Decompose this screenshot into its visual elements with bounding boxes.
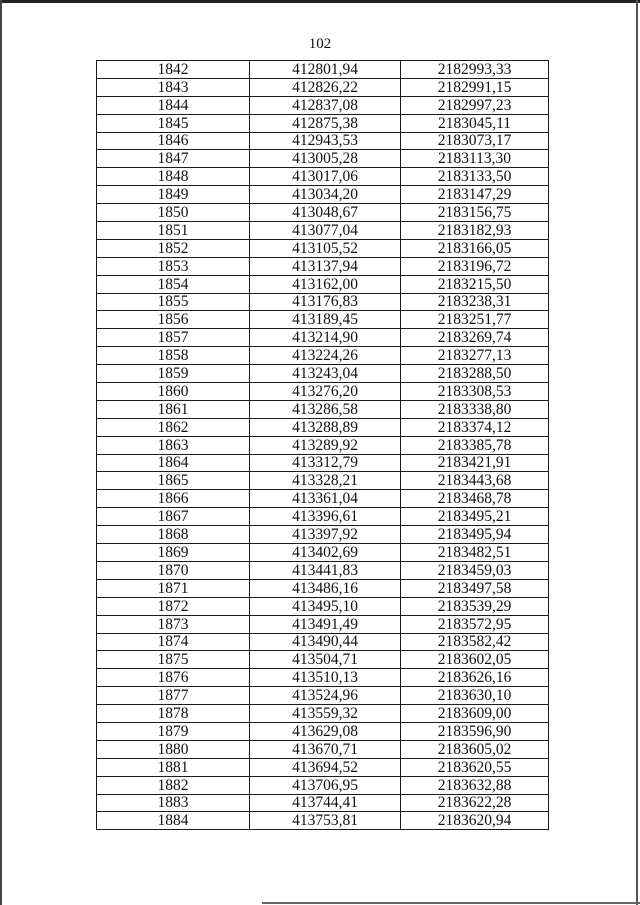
y-coordinate-cell: 2183497,58 [401, 579, 549, 597]
x-coordinate-cell: 413077,04 [250, 222, 401, 240]
point-number-cell: 1876 [97, 669, 250, 687]
y-coordinate-cell: 2183113,30 [401, 150, 549, 168]
table-row [97, 526, 549, 544]
table-row [97, 490, 549, 508]
point-number-cell: 1849 [97, 186, 250, 204]
table-row [97, 740, 549, 758]
point-number-cell: 1869 [97, 544, 250, 562]
y-coordinate-cell: 2183073,17 [401, 132, 549, 150]
table-row [97, 114, 549, 132]
x-coordinate-cell: 413397,92 [250, 526, 401, 544]
y-coordinate-cell: 2183443,68 [401, 472, 549, 490]
y-coordinate-cell: 2183338,80 [401, 400, 549, 418]
table-row [97, 633, 549, 651]
point-number-cell: 1879 [97, 722, 250, 740]
table-row [97, 454, 549, 472]
point-number-cell: 1883 [97, 794, 250, 812]
x-coordinate-cell: 413189,45 [250, 311, 401, 329]
y-coordinate-cell: 2183495,94 [401, 526, 549, 544]
table-row [97, 418, 549, 436]
table-row [97, 78, 549, 96]
point-number-cell: 1865 [97, 472, 250, 490]
x-coordinate-cell: 413312,79 [250, 454, 401, 472]
x-coordinate-cell: 413504,71 [250, 651, 401, 669]
y-coordinate-cell: 2183156,75 [401, 204, 549, 222]
y-coordinate-cell: 2183609,00 [401, 705, 549, 723]
x-coordinate-cell: 413286,58 [250, 400, 401, 418]
table-row [97, 597, 549, 615]
y-coordinate-cell: 2183385,78 [401, 436, 549, 454]
x-coordinate-cell: 413396,61 [250, 508, 401, 526]
point-number-cell: 1878 [97, 705, 250, 723]
table-row [97, 436, 549, 454]
table-row [97, 61, 549, 79]
table-row [97, 508, 549, 526]
x-coordinate-cell: 413162,00 [250, 275, 401, 293]
x-coordinate-cell: 413048,67 [250, 204, 401, 222]
table-row [97, 561, 549, 579]
table-row [97, 758, 549, 776]
point-number-cell: 1842 [97, 61, 250, 79]
table-row [97, 293, 549, 311]
x-coordinate-cell: 412943,53 [250, 132, 401, 150]
table-row [97, 400, 549, 418]
y-coordinate-cell: 2183632,88 [401, 776, 549, 794]
table-row [97, 579, 549, 597]
table-row [97, 812, 549, 830]
coordinates-table-body [97, 61, 549, 830]
point-number-cell: 1845 [97, 114, 250, 132]
y-coordinate-cell: 2183308,53 [401, 383, 549, 401]
x-coordinate-cell: 413289,92 [250, 436, 401, 454]
x-coordinate-cell: 413753,81 [250, 812, 401, 830]
coordinates-table [96, 60, 549, 830]
point-number-cell: 1844 [97, 96, 250, 114]
table-row [97, 651, 549, 669]
x-coordinate-cell: 413224,26 [250, 347, 401, 365]
table-row [97, 544, 549, 562]
x-coordinate-cell: 413176,83 [250, 293, 401, 311]
y-coordinate-cell: 2183269,74 [401, 329, 549, 347]
point-number-cell: 1853 [97, 257, 250, 275]
table-row [97, 275, 549, 293]
point-number-cell: 1843 [97, 78, 250, 96]
y-coordinate-cell: 2183605,02 [401, 740, 549, 758]
x-coordinate-cell: 412801,94 [250, 61, 401, 79]
y-coordinate-cell: 2182997,23 [401, 96, 549, 114]
table-row [97, 472, 549, 490]
y-coordinate-cell: 2183602,05 [401, 651, 549, 669]
x-coordinate-cell: 413402,69 [250, 544, 401, 562]
y-coordinate-cell: 2183620,94 [401, 812, 549, 830]
point-number-cell: 1858 [97, 347, 250, 365]
point-number-cell: 1877 [97, 687, 250, 705]
table-row [97, 669, 549, 687]
point-number-cell: 1859 [97, 365, 250, 383]
y-coordinate-cell: 2183196,72 [401, 257, 549, 275]
x-coordinate-cell: 413361,04 [250, 490, 401, 508]
y-coordinate-cell: 2183182,93 [401, 222, 549, 240]
point-number-cell: 1871 [97, 579, 250, 597]
point-number-cell: 1848 [97, 168, 250, 186]
y-coordinate-cell: 2183147,29 [401, 186, 549, 204]
x-coordinate-cell: 413670,71 [250, 740, 401, 758]
point-number-cell: 1863 [97, 436, 250, 454]
point-number-cell: 1846 [97, 132, 250, 150]
table-row [97, 239, 549, 257]
point-number-cell: 1856 [97, 311, 250, 329]
y-coordinate-cell: 2183374,12 [401, 418, 549, 436]
point-number-cell: 1852 [97, 239, 250, 257]
point-number-cell: 1881 [97, 758, 250, 776]
y-coordinate-cell: 2183421,91 [401, 454, 549, 472]
scan-border-bottom [262, 902, 640, 904]
x-coordinate-cell: 413105,52 [250, 239, 401, 257]
y-coordinate-cell: 2183133,50 [401, 168, 549, 186]
table-row [97, 311, 549, 329]
x-coordinate-cell: 413510,13 [250, 669, 401, 687]
x-coordinate-cell: 413288,89 [250, 418, 401, 436]
table-row [97, 687, 549, 705]
x-coordinate-cell: 413137,94 [250, 257, 401, 275]
y-coordinate-cell: 2183582,42 [401, 633, 549, 651]
x-coordinate-cell: 412875,38 [250, 114, 401, 132]
page-number: 102 [308, 36, 332, 52]
point-number-cell: 1872 [97, 597, 250, 615]
y-coordinate-cell: 2183626,16 [401, 669, 549, 687]
table-row [97, 329, 549, 347]
point-number-cell: 1857 [97, 329, 250, 347]
x-coordinate-cell: 413744,41 [250, 794, 401, 812]
x-coordinate-cell: 413495,10 [250, 597, 401, 615]
table-row [97, 383, 549, 401]
point-number-cell: 1873 [97, 615, 250, 633]
point-number-cell: 1855 [97, 293, 250, 311]
point-number-cell: 1864 [97, 454, 250, 472]
x-coordinate-cell: 413490,44 [250, 633, 401, 651]
y-coordinate-cell: 2183596,90 [401, 722, 549, 740]
point-number-cell: 1854 [97, 275, 250, 293]
point-number-cell: 1860 [97, 383, 250, 401]
x-coordinate-cell: 413694,52 [250, 758, 401, 776]
point-number-cell: 1882 [97, 776, 250, 794]
point-number-cell: 1851 [97, 222, 250, 240]
x-coordinate-cell: 413441,83 [250, 561, 401, 579]
table-row [97, 257, 549, 275]
x-coordinate-cell: 413706,95 [250, 776, 401, 794]
table-row [97, 186, 549, 204]
x-coordinate-cell: 413559,32 [250, 705, 401, 723]
table-row [97, 222, 549, 240]
y-coordinate-cell: 2182991,15 [401, 78, 549, 96]
point-number-cell: 1867 [97, 508, 250, 526]
scan-border-top [0, 0, 640, 3]
y-coordinate-cell: 2183459,03 [401, 561, 549, 579]
table-row [97, 347, 549, 365]
x-coordinate-cell: 413524,96 [250, 687, 401, 705]
x-coordinate-cell: 412826,22 [250, 78, 401, 96]
y-coordinate-cell: 2183277,13 [401, 347, 549, 365]
scan-border-right [636, 0, 638, 905]
table-row [97, 168, 549, 186]
scan-border-left [0, 0, 2, 905]
point-number-cell: 1880 [97, 740, 250, 758]
point-number-cell: 1866 [97, 490, 250, 508]
x-coordinate-cell: 413243,04 [250, 365, 401, 383]
y-coordinate-cell: 2183620,55 [401, 758, 549, 776]
point-number-cell: 1875 [97, 651, 250, 669]
point-number-cell: 1884 [97, 812, 250, 830]
x-coordinate-cell: 413005,28 [250, 150, 401, 168]
point-number-cell: 1850 [97, 204, 250, 222]
table-row [97, 132, 549, 150]
table-row [97, 705, 549, 723]
y-coordinate-cell: 2183572,95 [401, 615, 549, 633]
y-coordinate-cell: 2183539,29 [401, 597, 549, 615]
table-row [97, 96, 549, 114]
point-number-cell: 1862 [97, 418, 250, 436]
y-coordinate-cell: 2183468,78 [401, 490, 549, 508]
y-coordinate-cell: 2183622,28 [401, 794, 549, 812]
table-row [97, 365, 549, 383]
y-coordinate-cell: 2183215,50 [401, 275, 549, 293]
table-row [97, 776, 549, 794]
point-number-cell: 1868 [97, 526, 250, 544]
y-coordinate-cell: 2183238,31 [401, 293, 549, 311]
y-coordinate-cell: 2183166,05 [401, 239, 549, 257]
table-row [97, 204, 549, 222]
table-row [97, 794, 549, 812]
y-coordinate-cell: 2182993,33 [401, 61, 549, 79]
x-coordinate-cell: 413328,21 [250, 472, 401, 490]
y-coordinate-cell: 2183045,11 [401, 114, 549, 132]
y-coordinate-cell: 2183495,21 [401, 508, 549, 526]
table-row [97, 615, 549, 633]
x-coordinate-cell: 412837,08 [250, 96, 401, 114]
x-coordinate-cell: 413276,20 [250, 383, 401, 401]
x-coordinate-cell: 413629,08 [250, 722, 401, 740]
point-number-cell: 1847 [97, 150, 250, 168]
y-coordinate-cell: 2183630,10 [401, 687, 549, 705]
y-coordinate-cell: 2183288,50 [401, 365, 549, 383]
table-row [97, 722, 549, 740]
table-row [97, 150, 549, 168]
x-coordinate-cell: 413034,20 [250, 186, 401, 204]
y-coordinate-cell: 2183482,51 [401, 544, 549, 562]
point-number-cell: 1870 [97, 561, 250, 579]
x-coordinate-cell: 413214,90 [250, 329, 401, 347]
y-coordinate-cell: 2183251,77 [401, 311, 549, 329]
x-coordinate-cell: 413486,16 [250, 579, 401, 597]
point-number-cell: 1861 [97, 400, 250, 418]
point-number-cell: 1874 [97, 633, 250, 651]
x-coordinate-cell: 413017,06 [250, 168, 401, 186]
x-coordinate-cell: 413491,49 [250, 615, 401, 633]
